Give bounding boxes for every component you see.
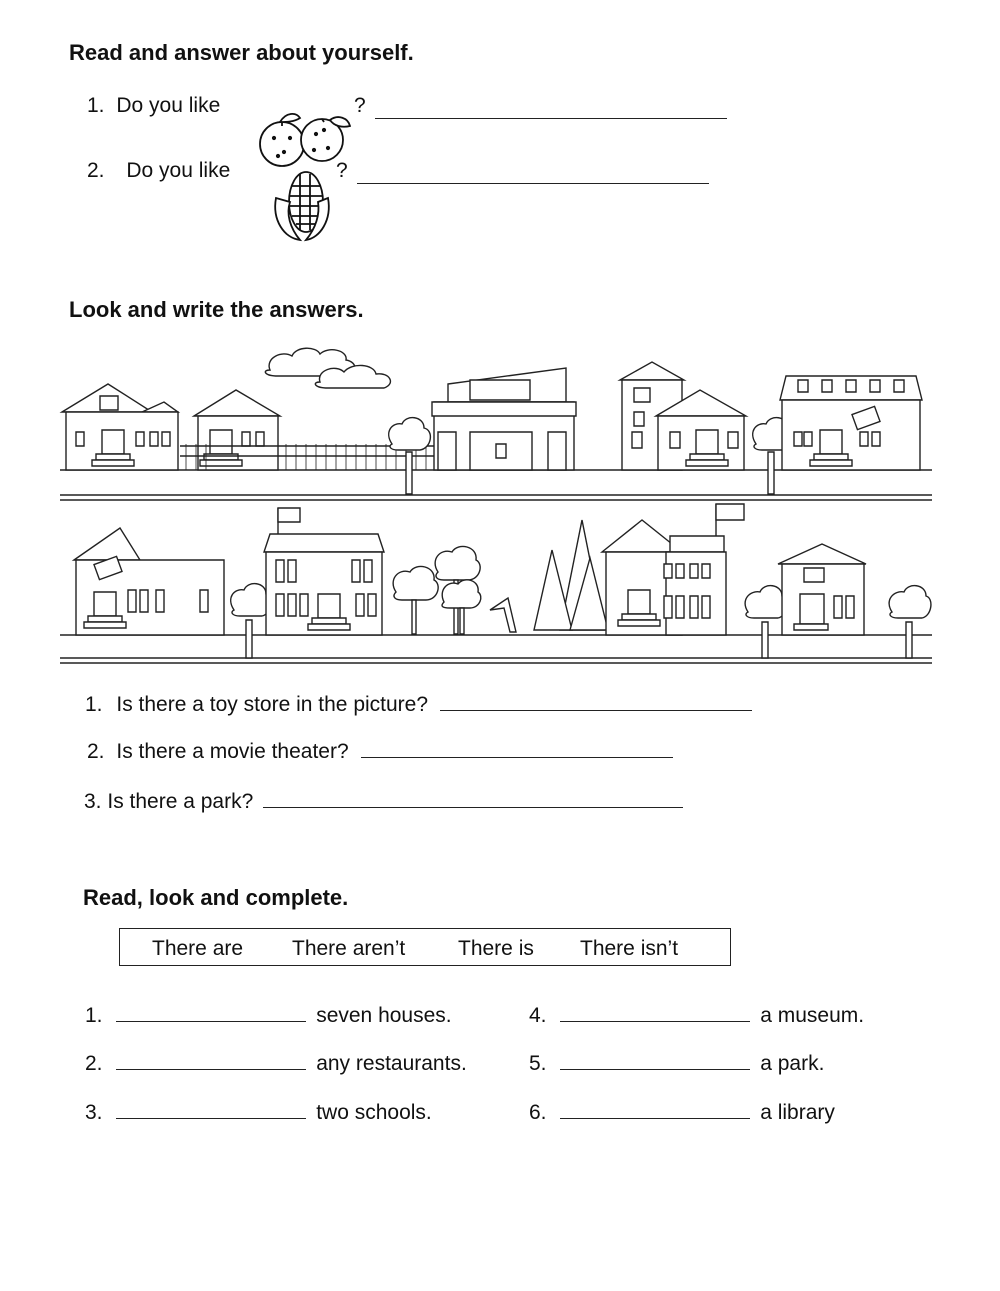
word-bank-box — [119, 928, 731, 966]
town-street-illustration — [60, 340, 932, 670]
s2-question-2 — [87, 737, 673, 764]
s1-question-2 — [87, 159, 230, 183]
s3-item4-blank[interactable] — [560, 1001, 750, 1022]
s2-q2-number: 2. — [87, 740, 105, 763]
s3-item-3: 3. two schools. — [85, 1098, 432, 1125]
s3-item2-blank[interactable] — [116, 1049, 306, 1070]
word-bank-there-arent: There aren’t — [292, 937, 406, 960]
word-bank-there-are: There are — [152, 937, 244, 960]
s2-q2-text: Is there a movie theater? — [116, 740, 349, 763]
word-bank-there-isnt: There isn’t — [580, 937, 679, 960]
s1-q2-answer-blank[interactable] — [357, 163, 709, 189]
s3-item-4: 4. a museum. — [529, 1001, 864, 1028]
s3-item6-blank[interactable] — [560, 1098, 750, 1119]
s3-item5-blank[interactable] — [560, 1049, 750, 1070]
s2-q1-text: Is there a toy store in the picture? — [116, 693, 429, 716]
s2-q2-answer-blank[interactable] — [361, 737, 673, 758]
corn-icon — [270, 168, 334, 246]
s2-q1-number: 1. — [85, 693, 103, 716]
s1-q2-text: Do you like — [126, 159, 231, 182]
s3-item-2: 2. any restaurants. — [85, 1049, 467, 1076]
s3-item1-blank[interactable] — [116, 1001, 306, 1022]
section1-title: Read and answer about yourself. — [69, 40, 414, 65]
s3-item-1: 1. seven houses. — [85, 1001, 452, 1028]
section2-title: Look and write the answers. — [69, 297, 364, 322]
s3-item-6: 6. a library — [529, 1098, 835, 1125]
s2-q3-text: Is there a park? — [107, 790, 254, 813]
oranges-icon — [258, 108, 354, 170]
s1-q1-answer-blank[interactable] — [375, 98, 727, 124]
word-bank-there-is: There is — [458, 937, 534, 960]
s3-item-5: 5. a park. — [529, 1049, 824, 1076]
s1-q2-number: 2. — [87, 159, 105, 182]
s2-q3-number: 3. — [84, 790, 102, 813]
s1-question-1 — [87, 94, 220, 118]
s1-q1-number: 1. — [87, 94, 105, 117]
s1-q1-question-mark: ? — [354, 94, 366, 117]
s3-item3-blank[interactable] — [116, 1098, 306, 1119]
s2-question-1 — [85, 690, 752, 717]
s2-q1-answer-blank[interactable] — [440, 690, 752, 711]
s1-q2-question-mark: ? — [336, 159, 348, 182]
s2-question-3 — [84, 787, 683, 814]
s1-q1-text: Do you like — [116, 94, 221, 117]
section3-title: Read, look and complete. — [83, 885, 349, 910]
s2-q3-answer-blank[interactable] — [263, 787, 683, 808]
